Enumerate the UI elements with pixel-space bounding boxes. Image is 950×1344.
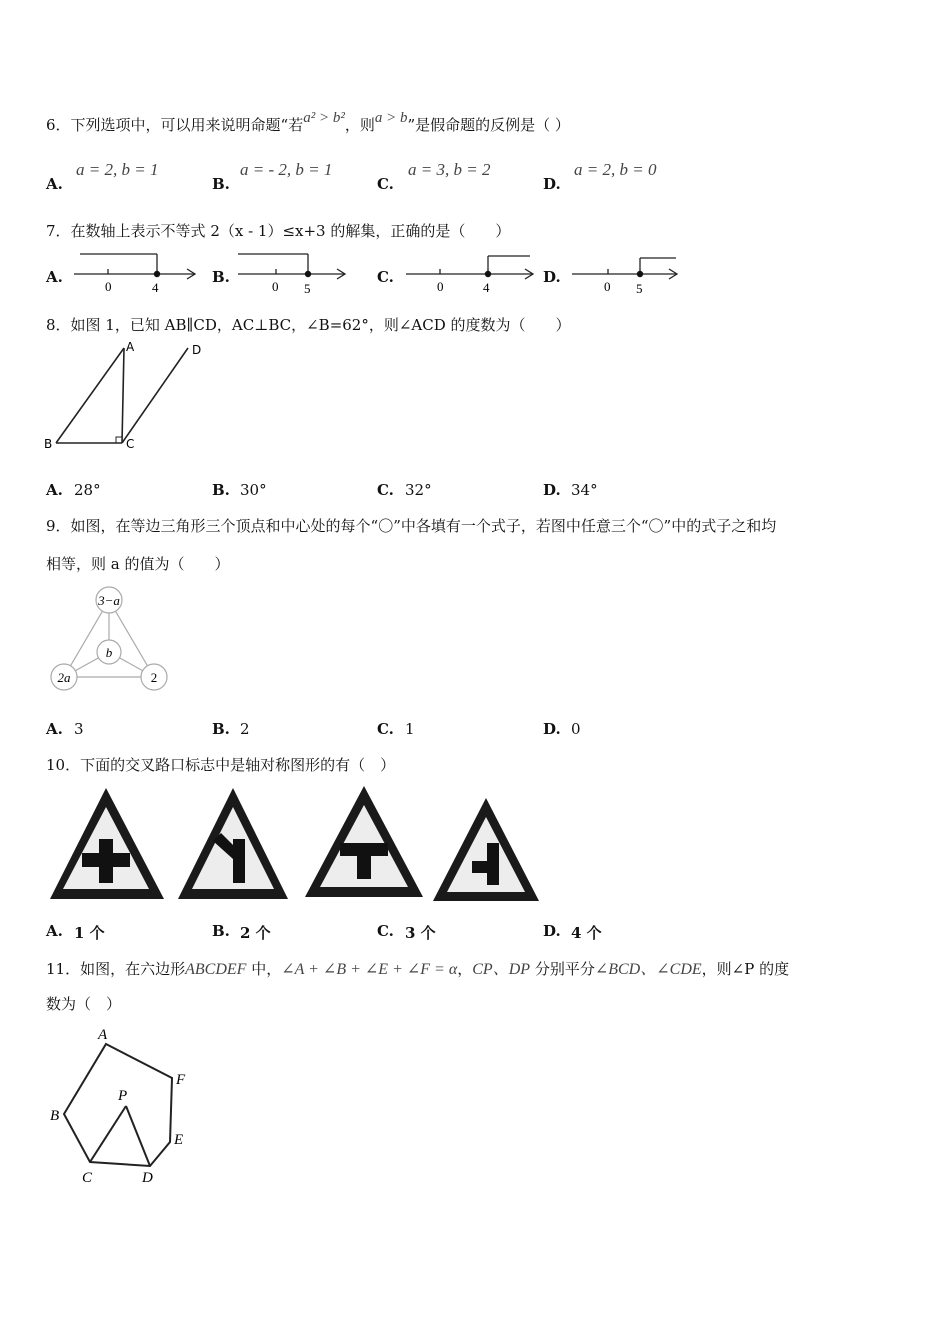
q10-option-b-letter: B.	[212, 922, 230, 940]
q6-text-mid: ，则	[344, 116, 375, 134]
q6-option-d[interactable]: a = 2, b = 0	[574, 160, 657, 179]
q9-stem-line1: 9．如图，在等边三角形三个顶点和中心处的每个“〇”中各填有一个式子，若图中任意三个“〇”中的式子之和均	[46, 517, 777, 535]
q7-option-a-number-line[interactable]	[72, 252, 202, 294]
q11-stem-line2: 数为（ ）	[46, 995, 122, 1013]
q11-angle-sum: ∠A + ∠B + ∠E + ∠F = α	[281, 961, 458, 978]
q10-option-c-letter: C.	[377, 922, 394, 940]
q11-hexagon-figure	[44, 1022, 204, 1192]
q11-label-c: C	[82, 1170, 93, 1186]
q6-option-a-letter: A.	[46, 175, 63, 193]
q10-option-d[interactable]: 4 个	[571, 924, 602, 942]
q8-option-b-letter: B.	[212, 481, 230, 499]
q8-segment-ac	[122, 348, 124, 443]
q6-text-post: ”是假命题的反例是（ ）	[407, 116, 570, 134]
q7-a-num-label: 4	[152, 280, 159, 295]
q6-text-pre: 6．下列选项中，可以用来说明命题“若	[46, 116, 304, 134]
q9-option-c-letter: C.	[377, 720, 394, 738]
q7-a-zero-label: 0	[105, 279, 112, 294]
q8-label-a: A	[126, 340, 135, 354]
q7-stem: 7．在数轴上表示不等式 2（x - 1）≤x+3 的解集，正确的是（ ）	[46, 222, 511, 240]
q8-option-d[interactable]: 34°	[571, 481, 598, 499]
q7-option-b-number-line[interactable]	[236, 252, 366, 294]
q10-option-a[interactable]: 1 个	[74, 924, 105, 942]
q11-text-mid2: 分别平分	[534, 960, 595, 978]
q9-option-a-letter: A.	[46, 720, 63, 738]
q8-label-b: B	[44, 437, 53, 451]
q6-option-c-letter: C.	[377, 175, 394, 193]
q7-c-zero-label: 0	[437, 279, 444, 294]
q8-stem: 8．如图 1，已知 AB∥CD，AC⊥BC，∠B=62°，则∠ACD 的度数为（ ）	[46, 316, 571, 334]
q11-hexagon-name: ABCDEF	[185, 961, 247, 978]
q6-condition-2: a > b	[374, 110, 408, 126]
q10-option-c[interactable]: 3 个	[405, 924, 436, 942]
q7-b-num-label: 5	[304, 281, 311, 296]
q10-option-a-letter: A.	[46, 922, 63, 940]
q8-label-c: C	[126, 437, 135, 451]
q9-option-d[interactable]: 0	[571, 720, 581, 738]
q11-separator: ，	[457, 960, 473, 978]
q7-option-d-number-line[interactable]	[570, 252, 690, 294]
q9-option-d-letter: D.	[543, 720, 561, 738]
q7-d-zero-label: 0	[604, 279, 611, 294]
q8-option-a[interactable]: 28°	[74, 481, 101, 499]
q9-right-circle-text: 2	[150, 670, 158, 685]
q6-option-c[interactable]: a = 3, b = 2	[408, 160, 491, 179]
q8-option-d-letter: D.	[543, 481, 561, 499]
q8-label-d: D	[192, 343, 202, 357]
q10-sign-t-junction-icon	[302, 783, 426, 901]
q9-option-c[interactable]: 1	[405, 720, 415, 738]
q7-option-b-letter: B.	[212, 268, 230, 286]
q11-stem-line1	[46, 956, 789, 979]
q10-stem: 10．下面的交叉路口标志中是轴对称图形的有（ ）	[46, 756, 396, 774]
q8-option-b[interactable]: 30°	[240, 481, 267, 499]
q11-text-mid: 中，	[251, 960, 282, 978]
q11-text-pre: 11．如图，在六边形	[46, 960, 186, 978]
q8-option-a-letter: A.	[46, 481, 63, 499]
q10-sign-crossroad-icon	[48, 785, 168, 903]
q6-option-d-letter: D.	[543, 175, 561, 193]
q7-option-c-number-line[interactable]	[404, 252, 544, 294]
q9-figure	[44, 585, 176, 695]
q10-sign-side-road-icon	[430, 795, 542, 903]
q9-stem-line2: 相等，则 a 的值为（ ）	[46, 555, 230, 573]
q10-sign-y-junction-icon	[174, 785, 292, 903]
q10-option-d-letter: D.	[543, 922, 561, 940]
q11-label-p: P	[118, 1088, 128, 1104]
q9-center-circle-text: b	[105, 645, 113, 660]
q7-d-num-label: 5	[636, 281, 643, 296]
q6-stem	[46, 110, 570, 135]
q8-figure	[42, 340, 212, 455]
q11-text-post: ，则∠P 的度	[701, 960, 790, 978]
q8-segment-cd	[122, 348, 188, 443]
q11-bisector-lines: CP、DP	[472, 961, 531, 978]
q6-option-a[interactable]: a = 2, b = 1	[76, 160, 159, 179]
q8-option-c[interactable]: 32°	[405, 481, 432, 499]
q11-label-e: E	[174, 1132, 184, 1148]
q11-label-b: B	[50, 1108, 60, 1124]
q7-c-num-label: 4	[483, 280, 490, 295]
q6-option-b-letter: B.	[212, 175, 230, 193]
q9-left-circle-text: 2a	[57, 670, 71, 685]
q9-option-b[interactable]: 2	[240, 720, 250, 738]
q11-label-a: A	[98, 1027, 108, 1043]
q7-option-d-letter: D.	[543, 268, 561, 286]
q6-condition-1: a² > b²	[303, 110, 345, 126]
q6-option-b[interactable]: a = - 2, b = 1	[240, 160, 333, 179]
q8-option-c-letter: C.	[377, 481, 394, 499]
q7-b-zero-label: 0	[272, 279, 279, 294]
q11-label-f: F	[176, 1072, 186, 1088]
q9-option-b-letter: B.	[212, 720, 230, 738]
q7-option-a-letter: A.	[46, 268, 63, 286]
q11-label-d: D	[142, 1170, 153, 1186]
q11-bisected-angles: ∠BCD、∠CDE	[594, 961, 702, 978]
q10-option-b[interactable]: 2 个	[240, 924, 271, 942]
q8-right-angle-mark	[116, 437, 122, 443]
q8-segment-ab	[56, 348, 124, 443]
q7-option-c-letter: C.	[377, 268, 394, 286]
q9-top-circle-text: 3−a	[98, 593, 120, 608]
q9-option-a[interactable]: 3	[74, 720, 84, 738]
